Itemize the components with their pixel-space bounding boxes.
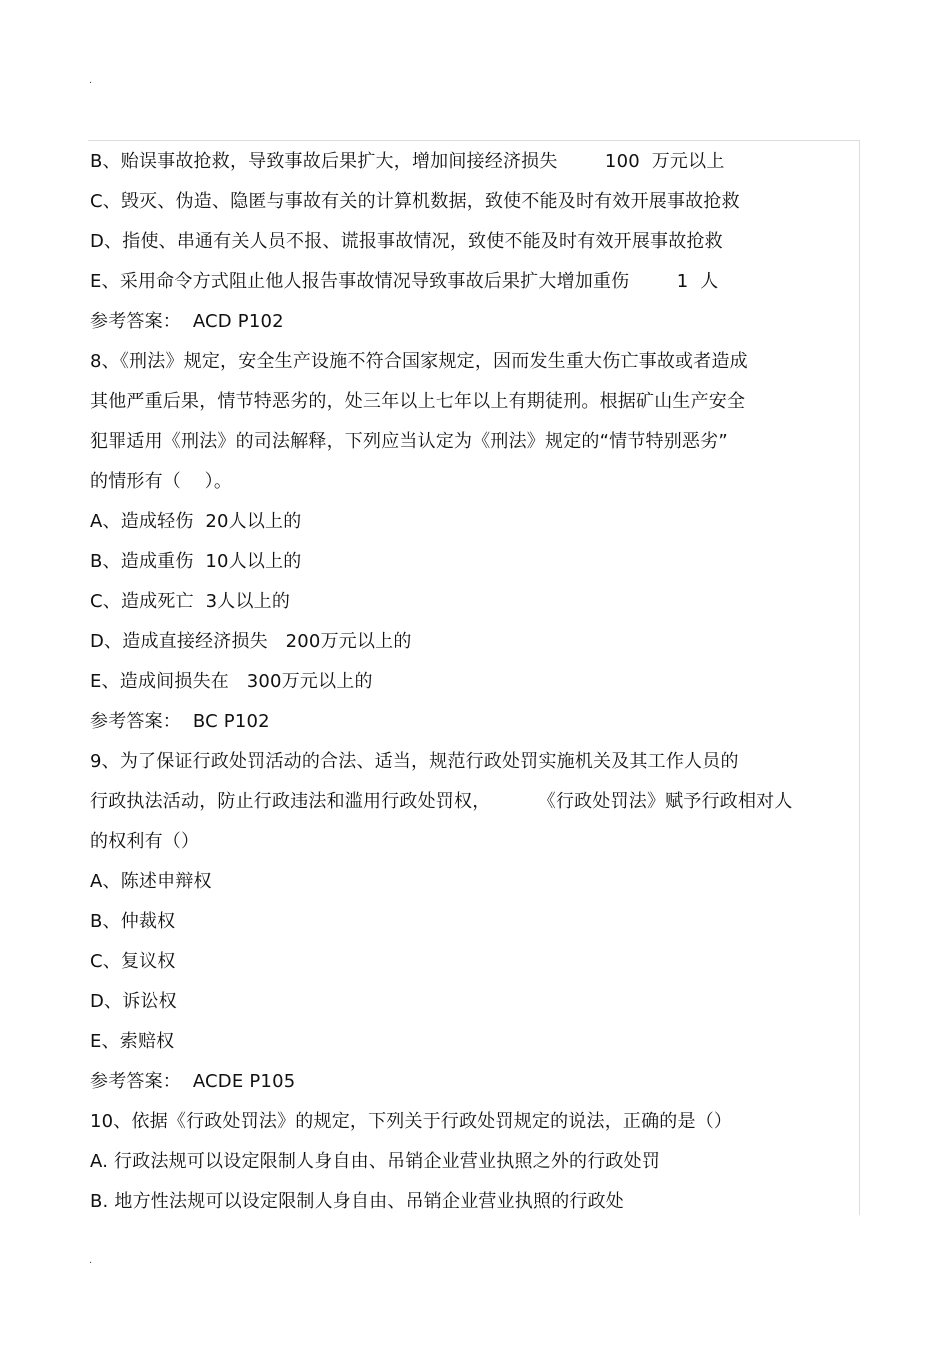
option-b-q8: B、造成重伤 10人以上的 [90, 551, 302, 572]
option-d-q9: D、诉讼权 [90, 991, 177, 1012]
option-a-q9: A、陈述申辩权 [90, 871, 212, 892]
option-b-q7: B、贻误事故抢救，导致事故后果扩大，增加间接经济损失 100 万元以上 [90, 151, 725, 172]
option-d-q7: D、指使、串通有关人员不报、谎报事故情况，致使不能及时有效开展事故抢救 [90, 231, 723, 252]
option-c-q9: C、复议权 [90, 951, 176, 972]
answer-q8: 参考答案： BC P102 [90, 711, 270, 732]
question-8-line-3: 犯罪适用《刑法》的司法解释，下列应当认定为《刑法》规定的“情节特别恶劣” [90, 431, 728, 452]
option-d-q8: D、造成直接经济损失 200万元以上的 [90, 631, 412, 652]
answer-q9: 参考答案： ACDE P105 [90, 1071, 296, 1092]
option-e-q9: E、索赔权 [90, 1031, 175, 1052]
option-c-q7: C、毁灭、伪造、隐匿与事故有关的计算机数据，致使不能及时有效开展事故抢救 [90, 191, 740, 212]
option-e-q7: E、采用命令方式阻止他人报告事故情况导致事故后果扩大增加重伤 1 人 [90, 271, 719, 292]
question-8-line-1: 8、《刑法》规定，安全生产设施不符合国家规定，因而发生重大伤亡事故或者造成 [90, 351, 748, 372]
footer-mark: . [89, 1255, 93, 1266]
option-a-q8: A、造成轻伤 20人以上的 [90, 511, 302, 532]
option-c-q8: C、造成死亡 3人以上的 [90, 591, 291, 612]
question-9-line-1: 9、为了保证行政处罚活动的合法、适当，规范行政处罚实施机关及其工作人员的 [90, 751, 739, 772]
answer-q7: 参考答案： ACD P102 [90, 311, 284, 332]
question-10: 10、依据《行政处罚法》的规定，下列关于行政处罚规定的说法，正确的是（） [90, 1111, 733, 1132]
document-body [90, 142, 850, 1222]
option-e-q8: E、造成间损失在 300万元以上的 [90, 671, 373, 692]
question-9-line-3: 的权利有（） [90, 831, 200, 852]
option-a-q10: A. 行政法规可以设定限制人身自由、吊销企业营业执照之外的行政处罚 [90, 1151, 661, 1172]
option-b-q9: B、仲裁权 [90, 911, 176, 932]
question-8-line-4: 的情形有（ ）。 [90, 471, 233, 492]
option-b-q10: B. 地方性法规可以设定限制人身自由、吊销企业营业执照的行政处 [90, 1191, 624, 1212]
header-mark: . [89, 75, 93, 86]
question-9-line-2: 行政执法活动，防止行政违法和滥用行政处罚权， 《行政处罚法》赋予行政相对人 [90, 791, 793, 812]
question-8-line-2: 其他严重后果，情节特恶劣的，处三年以上七年以上有期徒刑。根据矿山生产安全 [90, 391, 746, 412]
